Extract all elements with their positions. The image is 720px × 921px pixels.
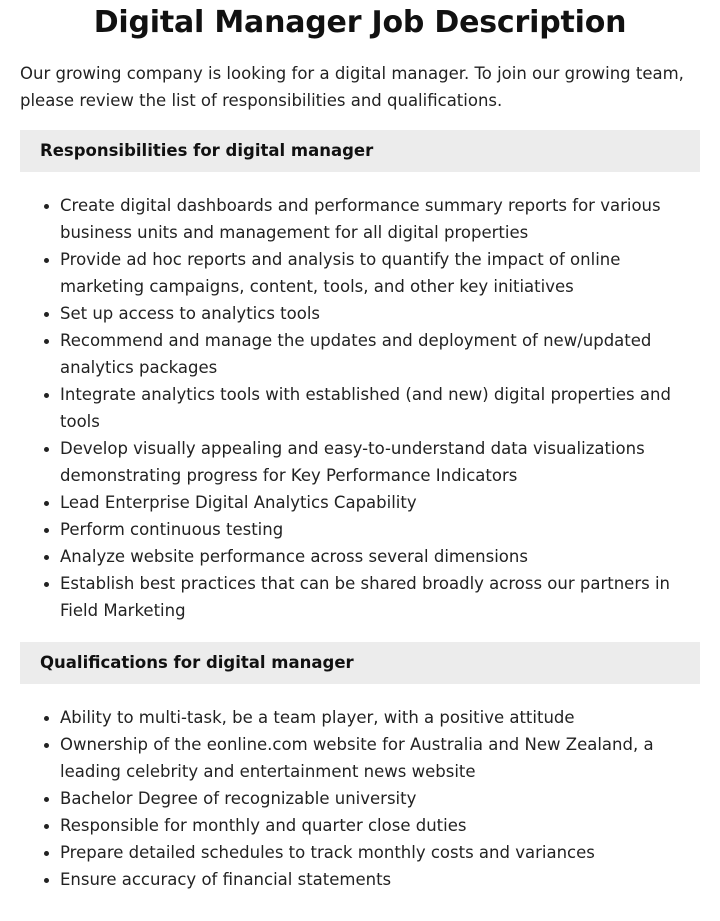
responsibility-item: • Set up access to analytics tools — [60, 300, 700, 327]
intro-paragraph: Our growing company is looking for a digital manager. To join our growing team, please review the list of responsibilities and qualifications. — [20, 64, 684, 110]
qualification-item: • Ensure accuracy of financial statements — [60, 866, 700, 893]
responsibility-item: • Analyze website performance across several dimensions — [60, 543, 700, 570]
qualification-item: • Ability to multi-task, be a team player, with a positive attitude — [60, 704, 700, 731]
responsibility-item: • Perform continuous testing — [60, 516, 700, 543]
qualification-item: • Ownership of the eonline.com website for Australia and New Zealand, a leading celebrity and entertainment news website — [60, 731, 700, 785]
responsibility-item: • Develop visually appealing and easy-to-understand data visualizations demonstrating progress for Key Performance Indicators — [60, 435, 700, 489]
responsibility-item: • Recommend and manage the updates and deployment of new/updated analytics packages — [60, 327, 700, 381]
responsibilities-heading: Responsibilities for digital manager — [20, 130, 700, 172]
responsibility-item: • Provide ad hoc reports and analysis to quantify the impact of online marketing campaigns, content, tools, and other key initiatives — [60, 246, 700, 300]
page-title: Digital Manager Job Description — [93, 5, 627, 40]
qualifications-list — [20, 704, 700, 893]
responsibility-item: • Establish best practices that can be shared broadly across our partners in Field Marketing — [60, 570, 700, 624]
qualifications-heading: Qualifications for digital manager — [20, 642, 700, 684]
responsibilities-list — [20, 192, 700, 624]
qualification-item: • Responsible for monthly and quarter close duties — [60, 812, 700, 839]
responsibility-item: • Integrate analytics tools with established (and new) digital properties and tools — [60, 381, 700, 435]
qualification-item: • Prepare detailed schedules to track monthly costs and variances — [60, 839, 700, 866]
responsibility-item: • Lead Enterprise Digital Analytics Capability — [60, 489, 700, 516]
responsibility-item: • Create digital dashboards and performance summary reports for various business units and management for all digital properties — [60, 192, 700, 246]
qualification-item: • Bachelor Degree of recognizable university — [60, 785, 700, 812]
